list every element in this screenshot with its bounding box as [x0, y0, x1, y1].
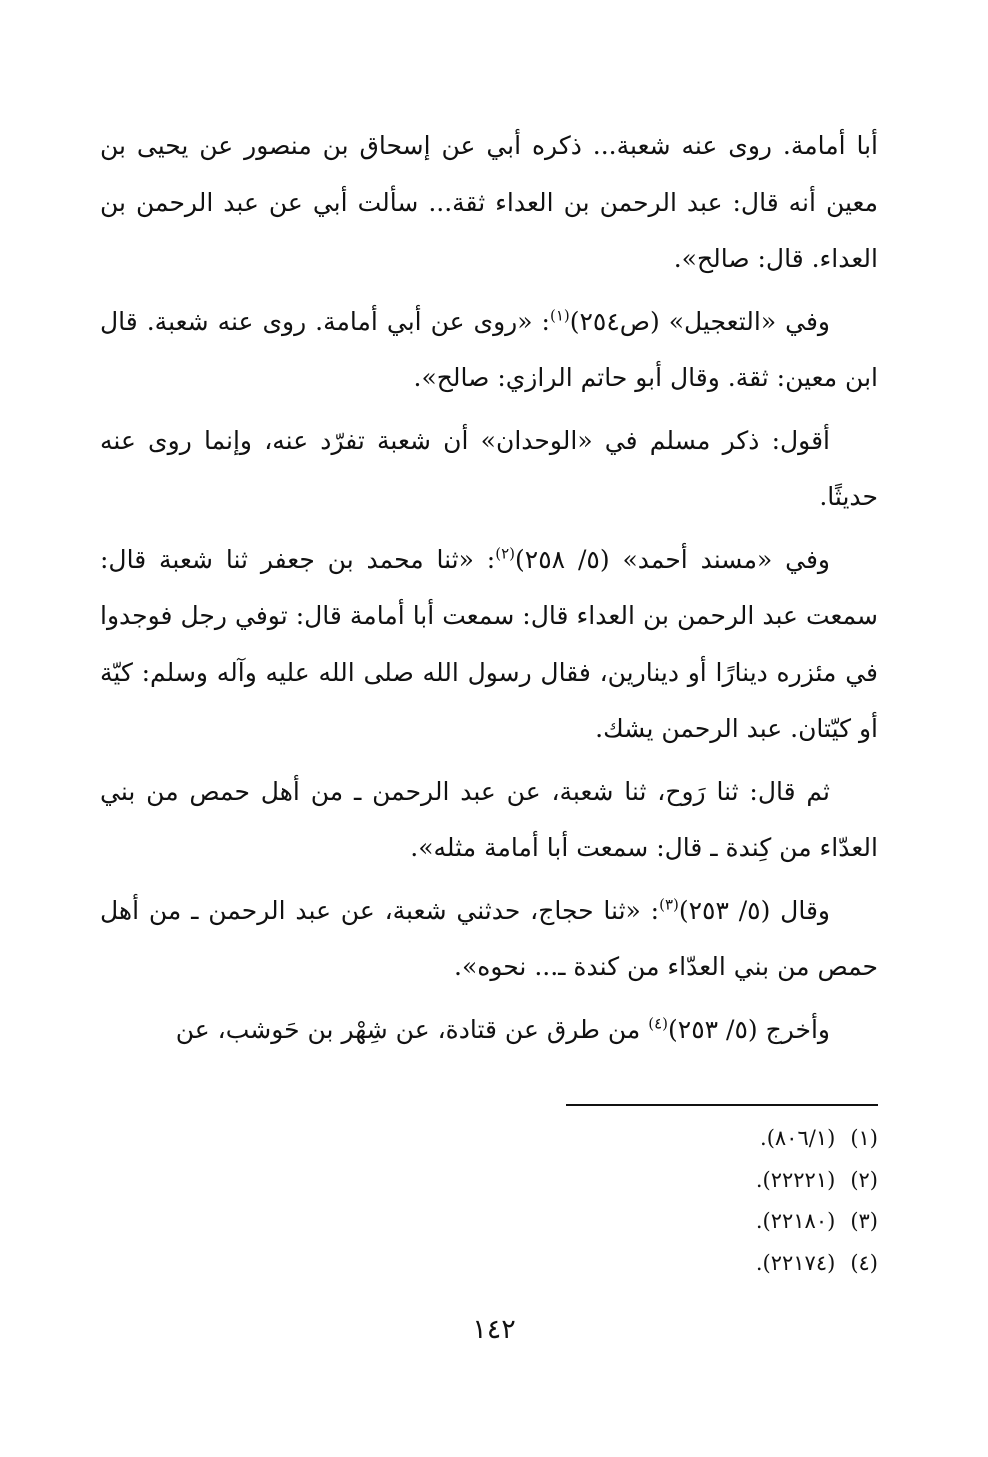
- paragraph-6-text-a: وقال (٥/ ٢٥٣): [678, 895, 830, 925]
- page-number: ١٤٢: [472, 1314, 516, 1345]
- footnote-number: (٢): [850, 1167, 878, 1192]
- paragraph-1: [100, 118, 878, 288]
- footnote-ref-3: (٣): [659, 895, 679, 914]
- paragraph-1-text: أبا أمامة. روى عنه شعبة... ذكره أبي عن إسحاق بن منصور عن يحيى بن معين أنه قال: عبد الرحمن بن العداء ثقة... سألت أبي عن عبد الرحمن بن العداء. قال: صالح».: [100, 131, 878, 273]
- footnote-text: (٢٢١٧٤).: [755, 1250, 836, 1275]
- footnote-separator: [566, 1104, 878, 1106]
- paragraph-5-text: ثم قال: ثنا رَوح، ثنا شعبة، عن عبد الرحمن ـ من أهل حمص من بني العدّاء من كِندة ـ قال: سمعت أبا أمامة مثله».: [100, 776, 878, 862]
- paragraph-2-text-b: : «روى عن أبي أمامة. روى عنه شعبة. قال ابن معين: ثقة. وقال أبو حاتم الرازي: صالح».: [100, 306, 878, 392]
- paragraph-4-text-a: وفي «مسند أحمد» (٥/ ٢٥٨): [515, 544, 831, 574]
- footnote-ref-1: (١): [549, 306, 570, 325]
- paragraph-4: [100, 532, 878, 758]
- paragraph-6-text-b: : «ثنا حجاج، حدثني شعبة، عن عبد الرحمن ـ من أهل حمص من بني العدّاء من كندة ـ... نحوه».: [100, 895, 878, 981]
- footnote-text: (٢٢١٨٠).: [755, 1209, 836, 1233]
- paragraph-3: [100, 413, 878, 526]
- paragraph-3-text: أقول: ذكر مسلم في «الوحدان» أن شعبة تفرّد عنه، وإنما روى عنه حديثًا.: [100, 425, 878, 511]
- paragraph-7: [100, 1002, 878, 1059]
- footnote-item: [756, 1118, 878, 1160]
- footnote-number: (٣): [850, 1209, 878, 1233]
- footnote-item: [756, 1201, 878, 1243]
- paragraph-2-text-a: وفي «التعجيل» (ص٢٥٤): [569, 306, 830, 336]
- paragraph-2: [100, 294, 878, 407]
- footnote-ref-4: (٤): [648, 1014, 669, 1033]
- footnotes-list: [756, 1118, 878, 1284]
- paragraph-7-text-a: وأخرج (٥/ ٢٥٣): [668, 1014, 830, 1044]
- main-text: [100, 118, 878, 1064]
- paragraph-7-text-b: من طرق عن قتادة، عن شِهْر بن حَوشب، عن: [175, 1014, 649, 1044]
- footnote-ref-2: (٢): [495, 544, 516, 563]
- footnote-text: (٨٠٦/١).: [760, 1126, 836, 1150]
- footnote-number: (١): [850, 1126, 878, 1150]
- footnote-number: (٤): [850, 1250, 878, 1275]
- footnote-item: [756, 1160, 878, 1202]
- footnote-item: [756, 1243, 878, 1285]
- paragraph-5: [100, 764, 878, 877]
- footnote-text: (٢٢٢٢١).: [755, 1167, 836, 1192]
- paragraph-6: [100, 883, 878, 996]
- paragraph-4-text-b: : «ثنا محمد بن جعفر ثنا شعبة قال: سمعت عبد الرحمن بن العداء قال: سمعت أبا أمامة قال: توفي رجل فوجدوا في مئزره دينارًا أو دينارين، فقال رسول الله صلى الله عليه وآله وسلم: كيّة أو كيّتان. عبد الرحمن يشك.: [100, 544, 878, 743]
